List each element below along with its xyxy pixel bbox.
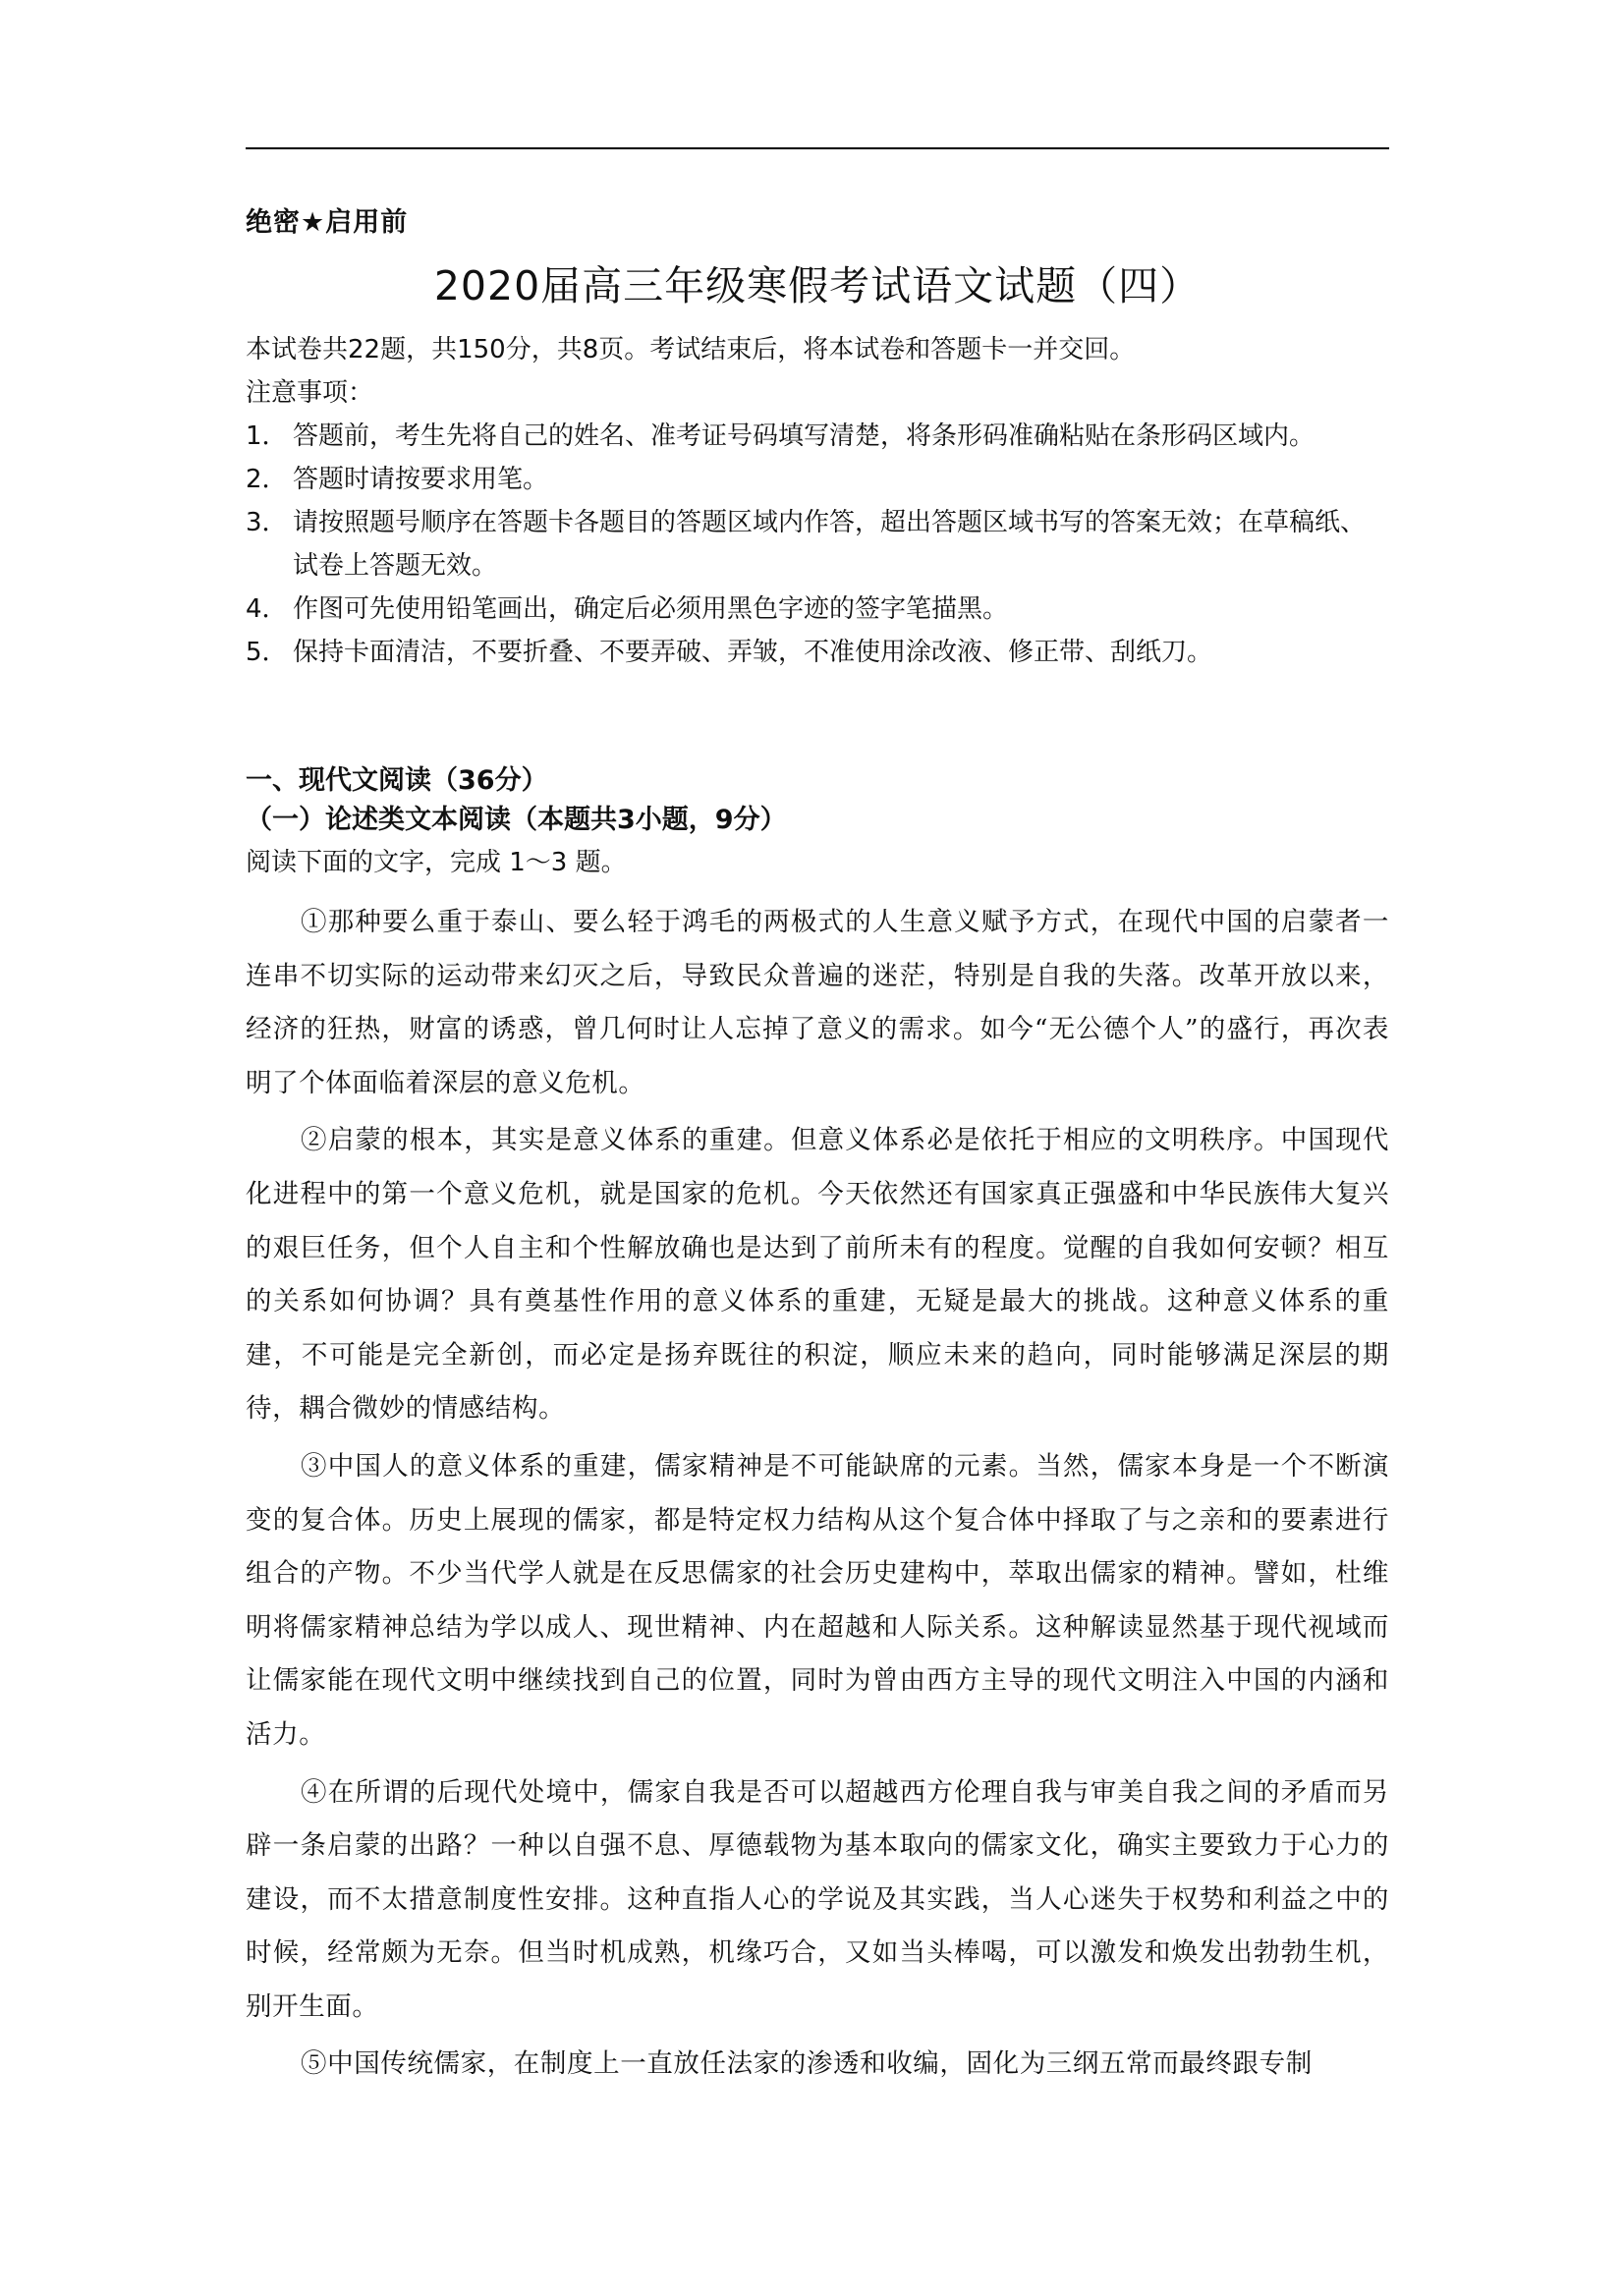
header-rule — [246, 147, 1389, 149]
note-number: 4． — [246, 594, 288, 624]
passage-paragraph: ①那种要么重于泰山、要么轻于鸿毛的两极式的人生意义赋予方式，在现代中国的启蒙者一连串不切实际的运动带来幻灭之后，导致民众普遍的迷茫，特别是自我的失落。改革开放以来，经济的狂热，财富的诱惑，曾几何时让人忘掉了意义的需求。如今“无公德个人”的盛行，再次表明了个体面临着深层的意义危机。 — [246, 907, 1389, 1098]
passage-paragraph: ④在所谓的后现代处境中，儒家自我是否可以超越西方伦理自我与审美自我之间的矛盾而另辟一条启蒙的出路？一种以自强不息、厚德载物为基本取向的儒家文化，确实主要致力于心力的建设，而不太措意制度性安排。这种直指人心的学说及其实践，当人心迷失于权势和利益之中的时候，经常颇为无奈。但当时机成熟，机缘巧合，又如当头棒喝，可以激发和焕发出勃勃生机，别开生面。 — [246, 1776, 1389, 2022]
notes-list — [246, 415, 1389, 674]
note-item — [246, 588, 1389, 631]
note-number: 5． — [246, 638, 288, 667]
passage-paragraph: ③中国人的意义体系的重建，儒家精神是不可能缺席的元素。当然，儒家本身是一个不断演变的复合体。历史上展现的儒家，都是特定权力结构从这个复合体中择取了与之亲和的要素进行组合的产物。不少当代学人就是在反思儒家的社会历史建构中，萃取出儒家的精神。譬如，杜维明将儒家精神总结为学以成人、现世精神、内在超越和人际关系。这种解读显然基于现代视域而让儒家能在现代文明中继续找到自己的位置，同时为曾由西方主导的现代文明注入中国的内涵和活力。 — [246, 1450, 1389, 1750]
note-text: 请按照题号顺序在答题卡各题目的答题区域内作答，超出答题区域书写的答案无效；在草稿纸、试卷上答题无效。 — [293, 508, 1367, 581]
note-number: 2． — [246, 465, 288, 494]
note-item — [246, 458, 1389, 501]
section-subtitle: （一）论述类文本阅读（本题共3小题，9分） — [246, 805, 787, 835]
note-item — [246, 415, 1389, 458]
notes-heading: 注意事项： — [246, 378, 374, 408]
section-title: 一、现代文阅读（36分） — [246, 765, 548, 796]
note-item — [246, 501, 1389, 588]
exam-intro: 本试卷共22题，共150分，共8页。考试结束后，将本试卷和答题卡一并交回。 — [246, 335, 1136, 364]
reading-passage — [246, 896, 1389, 2096]
note-number: 3． — [246, 508, 288, 537]
confidential-label: 绝密★启用前 — [246, 207, 409, 238]
note-text: 保持卡面清洁，不要折叠、不要弄破、弄皱，不准使用涂改液、修正带、刮纸刀。 — [293, 638, 1213, 667]
passage-paragraph: ②启蒙的根本，其实是意义体系的重建。但意义体系必是依托于相应的文明秩序。中国现代化进程中的第一个意义危机，就是国家的危机。今天依然还有国家真正强盛和中华民族伟大复兴的艰巨任务，但个人自主和个性解放确也是达到了前所未有的程度。觉醒的自我如何安顿？相互的关系如何协调？具有奠基性作用的意义体系的重建，无疑是最大的挑战。这种意义体系的重建，不可能是完全新创，而必定是扬弃既往的积淀，顺应未来的趋向，同时能够满足深层的期待，耦合微妙的情感结构。 — [246, 1125, 1389, 1425]
passage-paragraph: ⑤中国传统儒家，在制度上一直放任法家的渗透和收编，固化为三纲五常而最终跟专制 — [301, 2048, 1313, 2080]
note-text: 答题前，考生先将自己的姓名、准考证号码填写清楚，将条形码准确粘贴在条形码区域内。 — [293, 421, 1315, 451]
reading-instruction: 阅读下面的文字，完成 1～3 题。 — [246, 848, 627, 877]
note-text: 作图可先使用铅笔画出，确定后必须用黑色字迹的签字笔描黑。 — [293, 594, 1009, 624]
exam-title: 2020届高三年级寒假考试语文试题（四） — [433, 262, 1202, 309]
note-item — [246, 631, 1389, 674]
note-text: 答题时请按要求用笔。 — [293, 465, 549, 494]
note-number: 1． — [246, 421, 288, 451]
